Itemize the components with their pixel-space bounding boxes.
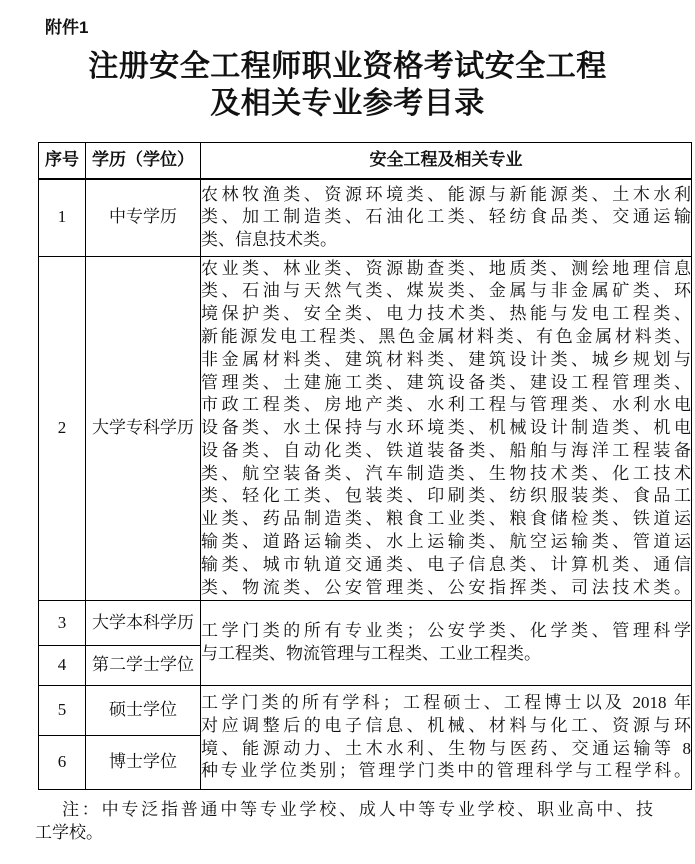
text-line: 非金属材料类、建筑材料类、建筑设计类、城乡规划与	[201, 349, 691, 369]
row-number: 3	[39, 601, 86, 646]
text-line: 农业类、林业类、资源勘查类、地质类、测绘地理信息	[201, 258, 691, 278]
degree-label: 博士学位	[86, 736, 201, 790]
text-line: 工学门类的所有专业类；公安学类、化学类、管理科学	[201, 621, 691, 641]
page-title-line2: 及相关专业参考目录	[210, 87, 485, 120]
degree-label: 大学本科学历	[86, 601, 201, 646]
page-title	[0, 48, 695, 122]
majors-text-rows56	[201, 686, 692, 790]
majors-text-row1	[201, 179, 692, 257]
text-line: 与工程类、物流管理与工程类、工业工程类。	[201, 644, 541, 663]
degree-label: 大学专科学历	[86, 257, 201, 601]
text-line: 境、能源动力、土木水利、生物与医药、交通运输等 8	[201, 738, 691, 758]
text-line: 类、轻化工类、包装类、印刷类、纺织服装类、食品工	[201, 486, 691, 506]
text-line: 新能源发电工程类、黑色金属材料类、有色金属材料类、	[201, 326, 691, 346]
header-cell-number: 序号	[39, 143, 86, 179]
majors-text-row2	[201, 257, 692, 601]
text-line: 类、石油与天然气类、煤炭类、金属与非金属矿类、环	[201, 281, 691, 301]
text-line: 种专业学位类别；管理学门类中的管理科学与工程学科。	[201, 761, 691, 781]
text-line: 设备类、自动化类、铁道装备类、船舶与海洋工程装备	[201, 440, 691, 460]
majors-catalog-table	[38, 142, 692, 790]
majors-text-rows34	[201, 601, 692, 686]
text-line: 市政工程类、房地产类、水利工程与管理类、水利水电	[201, 395, 691, 415]
attachment-label: 附件1	[45, 18, 89, 37]
header-cell-majors: 安全工程及相关专业	[201, 143, 692, 179]
degree-label: 中专学历	[86, 179, 201, 257]
text-line: 注：中专泛指普通中等专业学校、成人中等专业学校、职业高中、技	[62, 800, 653, 819]
text-line: 境保护类、安全类、电力技术类、热能与发电工程类、	[201, 304, 691, 324]
text-line: 工学校。	[35, 823, 103, 842]
text-line: 对应调整后的电子信息、机械、材料与化工、资源与环	[201, 715, 691, 735]
degree-label: 第二学士学位	[86, 646, 201, 686]
page-title-line1: 注册安全工程师职业资格考试安全工程	[88, 50, 607, 83]
text-line: 业类、药品制造类、粮食工业类、粮食储检类、铁道运	[201, 509, 691, 529]
text-line: 类、加工制造类、石油化工类、轻纺食品类、交通运输	[201, 207, 691, 227]
text-line: 类、信息技术类。	[201, 230, 337, 250]
text-line: 类、航空装备类、汽车制造类、生物技术类、化工技术	[201, 463, 691, 483]
table-row	[39, 257, 692, 601]
text-line: 工学门类的所有学科；工程硕士、工程博士以及 2018 年	[201, 692, 691, 712]
text-line: 输类、城市轨道交通类、电子信息类、计算机类、通信	[201, 554, 691, 574]
row-number: 4	[39, 646, 86, 686]
footnote	[35, 798, 653, 844]
table-row	[39, 686, 692, 736]
text-line: 农林牧渔类、资源环境类、能源与新能源类、土木水利	[201, 184, 691, 204]
table-row	[39, 179, 692, 257]
table-row	[39, 601, 692, 646]
row-number: 5	[39, 686, 86, 736]
text-line: 输类、道路运输类、水上运输类、航空运输类、管道运	[201, 532, 691, 552]
text-line: 管理类、土建施工类、建筑设备类、建设工程管理类、	[201, 372, 691, 392]
row-number: 6	[39, 736, 86, 790]
degree-label: 硕士学位	[86, 686, 201, 736]
row-number: 1	[39, 179, 86, 257]
table-header-row	[39, 143, 692, 179]
row-number: 2	[39, 257, 86, 601]
text-line: 类、物流类、公安管理类、公安指挥类、司法技术类。	[201, 577, 691, 597]
text-line: 设备类、水土保持与水环境类、机械设计制造类、机电	[201, 418, 691, 438]
header-cell-degree: 学历（学位）	[86, 143, 201, 179]
